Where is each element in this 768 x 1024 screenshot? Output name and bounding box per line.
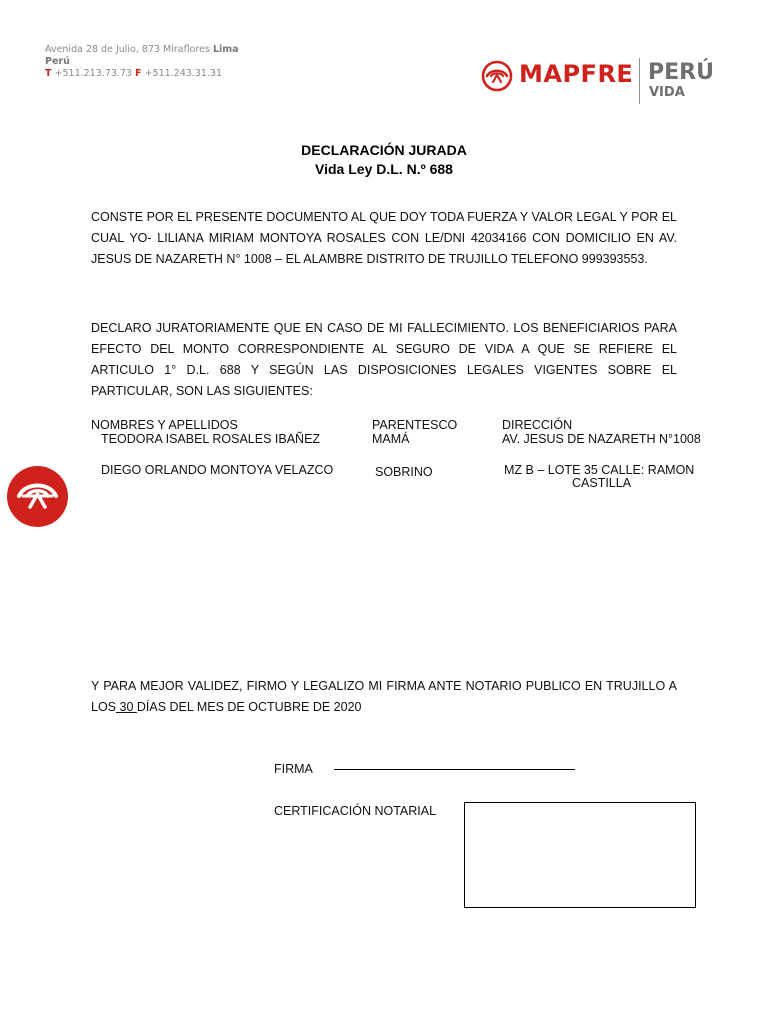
mapfre-emblem-icon [481,60,513,92]
closing-paragraph [91,676,677,718]
signature-label: FIRMA [274,762,313,776]
address-street: Avenida 28 de Julio, 873 Miraflores [45,44,210,55]
declarant-paragraph: CONSTE POR EL PRESENTE DOCUMENTO AL QUE DOY TODA FUERZA Y VALOR LEGAL Y POR EL CUAL YO- LILIANA MIRIAM MONTOYA ROSALES CON LE/DNI 42034166 CON DOMICILIO EN AV. JESUS DE NAZARETH N° 1008 – EL ALAMBRE DISTRITO DE TRUJILLO TELEFONO 999393553. [91,210,677,266]
logo-brand-name: MAPFRE [519,60,634,88]
document-subtitle: Vida Ley D.L. N.º 688 [315,161,453,177]
address-city: Lima [212,44,239,55]
mapfre-badge-icon [7,466,68,527]
certification-label: CERTIFICACIÓN NOTARIAL [274,804,437,818]
signature-line [334,769,575,770]
document-title: DECLARACIÓN JURADA [301,142,467,158]
certification-box [464,802,696,908]
address-country: Perú [45,56,70,67]
logo-divider [639,58,640,104]
beneficiary-name: TEODORA ISABEL ROSALES IBAÑEZ [101,432,321,446]
mapfre-peru-vida-logo [481,58,714,108]
company-address [45,44,275,80]
logo-division: VIDA [649,85,685,100]
phone-number: +511.213.73.73 [54,68,132,79]
beneficiary-address-continued: CASTILLA [572,476,632,490]
beneficiary-relation: SOBRINO [375,465,433,479]
beneficiary-relation: MAMÁ [372,432,410,446]
header-relation: PARENTESCO [372,418,458,432]
header-address: DIRECCIÓN [502,418,573,432]
header-names: NOMBRES Y APELLIDOS [91,418,238,432]
phone-prefix: T [45,68,52,79]
declaration-paragraph: DECLARO JURATORIAMENTE QUE EN CASO DE MI FALLECIMIENTO. LOS BENEFICIARIOS PARA EFECTO DEL MONTO CORRESPONDIENTE AL SEGURO DE VIDA A QUE SE REFIERE EL ARTICULO 1° D.L. 688 Y SEGÚN LAS DISPOSICIONES LEGALES VIGENTES SOBRE EL PARTICULAR, SON LAS SIGUIENTES: [91,321,677,398]
contact-line [45,68,275,80]
beneficiary-address: AV. JESUS DE NAZARETH N°1008 [502,432,701,446]
fax-number: +511.243.31.31 [144,68,223,79]
fax-prefix: F [135,68,142,79]
beneficiary-name: DIEGO ORLANDO MONTOYA VELAZCO [101,463,334,477]
closing-day: 30 [116,700,137,714]
address-line [45,44,275,56]
beneficiary-address: MZ B – LOTE 35 CALLE: RAMON [504,463,695,477]
closing-text: Y PARA MEJOR VALIDEZ, FIRMO Y LEGALIZO MI FIRMA ANTE NOTARIO PUBLICO EN TRUJILLO A LOS [91,679,677,714]
closing-date-text: DÍAS DEL MES DE OCTUBRE DE 2020 [136,700,362,714]
logo-country: PERÚ [648,60,714,85]
